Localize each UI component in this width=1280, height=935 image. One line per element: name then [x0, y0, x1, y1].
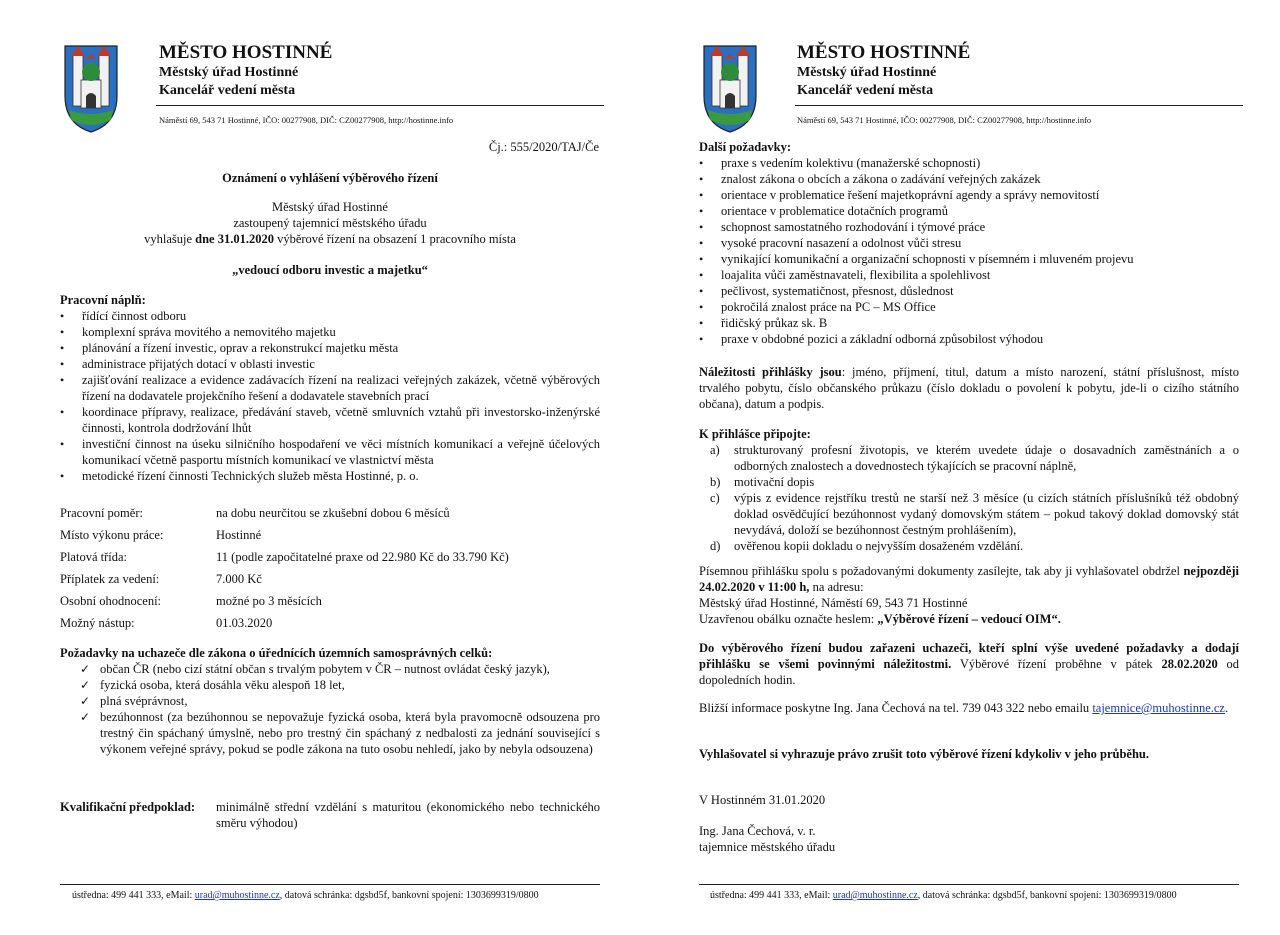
reservation-notice: Vyhlašovatel si vyhrazuje právo zrušit toto výběrové řízení kdykoliv v jeho průběhu.	[699, 747, 1150, 761]
contact-info	[699, 700, 1239, 716]
application-heading: Náležitosti přihlášky jsou	[699, 365, 842, 379]
letterhead-rule	[156, 105, 604, 106]
terms-value: 11 (podle započitatelné praxe od 22.980 Kč do 33.790 Kč)	[216, 550, 509, 564]
terms-value: Hostinné	[216, 528, 262, 542]
list-item-text: ověřenou kopii dokladu o nejvyšším dosaženém vzdělání.	[734, 539, 1024, 553]
letterhead-rule	[795, 105, 1243, 106]
signer-title: tajemnice městského úřadu	[699, 840, 836, 854]
terms-label: Příplatek za vedení:	[60, 572, 160, 586]
list-item: • vysoké pracovní nasazení a odolnost vůči stresu	[699, 235, 1239, 251]
list-item: • pečlivost, systematičnost, přesnost, důslednost	[699, 283, 1239, 299]
submission-text-2: na adresu:	[809, 580, 864, 594]
footer-email-link[interactable]: urad@muhostinne.cz	[194, 890, 280, 901]
list-item: ✓ bezúhonnost (za bezúhonnou se nepovažuje fyzická osoba, která byla pravomocně odsouzena pro trestný čin spáchaný úmyslně, nebo pro trestný čin spáchaný z nedbalosti za jednání související s výkonem veřejné správy, pokud se podle zákona na tuto osobu nehledí, jako by nebyla odsouzena)	[78, 709, 600, 757]
attachments-list	[710, 442, 1239, 554]
list-item	[710, 474, 1239, 490]
signer-name: Ing. Jana Čechová, v. r.	[699, 824, 816, 838]
submission-text: Písemnou přihlášku spolu s požadovanými dokumenty zasílejte, tak aby ji vyhlašovatel obdržel	[699, 564, 1184, 578]
letterhead-office: Městský úřad Hostinné	[797, 65, 937, 80]
list-item: • řídící činnost odboru	[60, 308, 600, 324]
list-item: • schopnost samostatného rozhodování i týmové práce	[699, 219, 1239, 235]
list-item: ✓ občan ČR (nebo cizí státní občan s trvalým pobytem v ČR – nutnost ovládat český jazyk),	[78, 661, 600, 677]
city-coat-of-arms-logo	[702, 44, 758, 134]
position-name: „vedoucí odboru investic a majetku“	[232, 263, 428, 277]
list-item	[710, 538, 1239, 554]
letterhead-address: Náměstí 69, 543 71 Hostinné, IČO: 00277908, DIČ: CZ00277908, http://hostinne.info	[797, 115, 1092, 125]
duties-list	[60, 308, 600, 484]
list-item: • pokročilá znalost práce na PC – MS Office	[699, 299, 1239, 315]
letterhead-address: Náměstí 69, 543 71 Hostinné, IČO: 00277908, DIČ: CZ00277908, http://hostinne.info	[159, 115, 454, 125]
list-item: • metodické řízení činnosti Technických služeb města Hostinné, p. o.	[60, 468, 600, 484]
document-page-2	[640, 0, 1280, 935]
list-item	[710, 490, 1239, 538]
letterhead	[159, 42, 332, 100]
selection-text: Výběrové řízení proběhne v pátek	[951, 657, 1162, 671]
list-item: • řidičský průkaz sk. B	[699, 315, 1239, 331]
intro-line-2: zastoupený tajemnicí městského úřadu	[233, 216, 427, 230]
terms-value: 01.03.2020	[216, 616, 273, 630]
letterhead	[797, 42, 970, 100]
list-marker: c)	[710, 491, 720, 505]
intro-line-3	[60, 231, 600, 247]
list-marker: a)	[710, 443, 720, 457]
page-title: Oznámení o vyhlášení výběrového řízení	[222, 171, 438, 185]
list-item: • komplexní správa movitého a nemovitého majetku	[60, 324, 600, 340]
submission-instructions	[699, 563, 1239, 595]
footer-text-2: , datová schránka: dgsbd5f, bankovní spojení: 1303699319/0800	[917, 890, 1177, 901]
list-marker: b)	[710, 475, 721, 489]
terms-label: Platová třída:	[60, 550, 127, 564]
other-requirements-heading: Další požadavky:	[699, 140, 792, 154]
list-item: • praxe v obdobné pozici a základní odborná způsobilost výhodou	[699, 331, 1239, 347]
list-item: ✓ plná svéprávnost,	[78, 693, 600, 709]
qualification-value: minimálně střední vzdělání s maturitou (ekonomického nebo technického směru výhodou)	[216, 800, 600, 830]
application-text: : jméno, příjmení, titul, datum a místo narození, státní příslušnost, místo trvalého pobytu, číslo občanského průkazu (číslo dokladu o povolení k pobytu, jde-li o cizího státního občana), datum a podpis.	[699, 365, 1239, 411]
selection-date: 28.02.2020	[1161, 657, 1218, 671]
law-requirements-list	[78, 661, 600, 757]
footer-contact	[710, 890, 1177, 902]
letterhead-department: Kancelář vedení města	[797, 83, 934, 98]
list-item: • administrace přijatých dotací v oblasti investic	[60, 356, 600, 372]
list-item: • plánování a řízení investic, oprav a rekonstrukcí majetku města	[60, 340, 600, 356]
attachments-heading: K přihlášce připojte:	[699, 427, 811, 441]
law-requirements-heading: Požadavky na uchazeče dle zákona o úřednících územních samosprávných celků:	[60, 646, 493, 660]
list-item: • koordinace přípravy, realizace, předávání staveb, včetně smluvních vztahů při investorsko-inženýrské činnosti, kontrola dodržování lhůt	[60, 404, 600, 436]
footer-text: ústředna: 499 441 333, eMail:	[710, 890, 833, 901]
list-item: • zajišťování realizace a evidence zadávacích řízení na realizaci veřejných zakázek, včetně výběrových řízení na dodavatele projekčního řešení a dodavatele stavebních prací	[60, 372, 600, 404]
list-item: • vynikající komunikační a organizační schopnosti v písemném i mluveném projevu	[699, 251, 1239, 267]
contact-text-end: .	[1224, 701, 1229, 715]
footer-rule	[699, 884, 1239, 885]
list-item: • orientace v problematice dotačních programů	[699, 203, 1239, 219]
selection-notice	[699, 640, 1239, 688]
list-item-text: strukturovaný profesní životopis, ve kterém uvedete údaje o dosavadních zaměstnáních a o odborných znalostech a dovednostech týkajících se pracovní náplně,	[734, 443, 1239, 473]
duties-heading: Pracovní náplň:	[60, 293, 146, 307]
terms-value: možné po 3 měsících	[216, 594, 322, 608]
list-item: • znalost zákona o obcích a zákona o zadávání veřejných zakázek	[699, 171, 1239, 187]
letterhead-city: MĚSTO HOSTINNÉ	[159, 42, 333, 63]
terms-label: Možný nástup:	[60, 616, 135, 630]
list-item: ✓ fyzická osoba, která dosáhla věku alespoň 18 let,	[78, 677, 600, 693]
envelope-label	[699, 611, 1061, 627]
terms-label: Místo výkonu práce:	[60, 528, 164, 542]
footer-text-2: , datová schránka: dgsbd5f, bankovní spojení: 1303699319/0800	[279, 890, 539, 901]
list-item	[710, 442, 1239, 474]
submission-deadline: nejpozději 24.02.2020 v 11:00 h,	[699, 564, 1239, 594]
envelope-password: „Výběrové řízení – vedoucí OIM“.	[877, 612, 1061, 626]
footer-text: ústředna: 499 441 333, eMail:	[72, 890, 195, 901]
letterhead-office: Městský úřad Hostinné	[159, 65, 299, 80]
place-and-date: V Hostinném 31.01.2020	[699, 793, 826, 807]
list-item: • praxe s vedením kolektivu (manažerské schopnosti)	[699, 155, 1239, 171]
list-item: • loajalita vůči zaměstnavateli, flexibilita a spolehlivost	[699, 267, 1239, 283]
footer-email-link[interactable]: urad@muhostinne.cz	[832, 890, 918, 901]
footer-contact	[72, 890, 539, 902]
qualification-label: Kvalifikační předpoklad:	[60, 800, 196, 814]
selection-text-2: od dopoledních hodin.	[699, 657, 1240, 687]
announcement-date: dne 31.01.2020	[195, 232, 274, 246]
terms-label: Pracovní poměr:	[60, 506, 143, 520]
contact-text: Bližší informace poskytne Ing. Jana Čechová na tel. 739 043 322 nebo emailu	[699, 701, 1093, 715]
intro-text-2: výběrové řízení na obsazení 1 pracovního místa	[273, 232, 516, 246]
selection-bold-text: Do výběrového řízení budou zařazeni uchazeči, kteří splní výše uvedené požadavky a dodají přihlášku se všemi povinnými náležitostmi.	[699, 641, 1239, 671]
submission-address: Městský úřad Hostinné, Náměstí 69, 543 71 Hostinné	[699, 596, 968, 610]
contact-email-link[interactable]: tajemnice@muhostinne.cz	[1092, 701, 1225, 715]
envelope-text: Uzavřenou obálku označte heslem:	[699, 612, 878, 626]
reference-number: Čj.: 555/2020/TAJ/Če	[488, 140, 599, 154]
list-item-text: motivační dopis	[734, 475, 815, 489]
other-requirements-list	[699, 155, 1239, 347]
terms-value: 7.000 Kč	[216, 572, 262, 586]
footer-rule	[60, 884, 600, 885]
terms-label: Osobní ohodnocení:	[60, 594, 162, 608]
list-marker: d)	[710, 539, 721, 553]
city-coat-of-arms-logo	[63, 44, 119, 134]
letterhead-city: MĚSTO HOSTINNÉ	[797, 42, 971, 63]
intro-line-1: Městský úřad Hostinné	[272, 200, 388, 214]
list-item: • investiční činnost na úseku silničního hospodaření ve věci místních komunikací a veřejně účelových komunikací včetně pasportu místních komunikací ve vlastnictví města	[60, 436, 600, 468]
letterhead-department: Kancelář vedení města	[159, 83, 296, 98]
intro-text: vyhlašuje	[144, 232, 196, 246]
application-requirements	[699, 364, 1239, 412]
list-item: • orientace v problematice řešení majetkoprávní agendy a správy nemovitostí	[699, 187, 1239, 203]
terms-value: na dobu neurčitou se zkušební dobou 6 měsíců	[216, 506, 450, 520]
list-item-text: výpis z evidence rejstříku trestů ne starší než 3 měsíce (u cizích státních příslušníků též obdobný doklad osvědčující bezúhonnost vydaný domovským státem – pokud takový doklad domovský stát nevydává, doloží se bezúhonnost čestným prohlášením),	[734, 491, 1239, 537]
